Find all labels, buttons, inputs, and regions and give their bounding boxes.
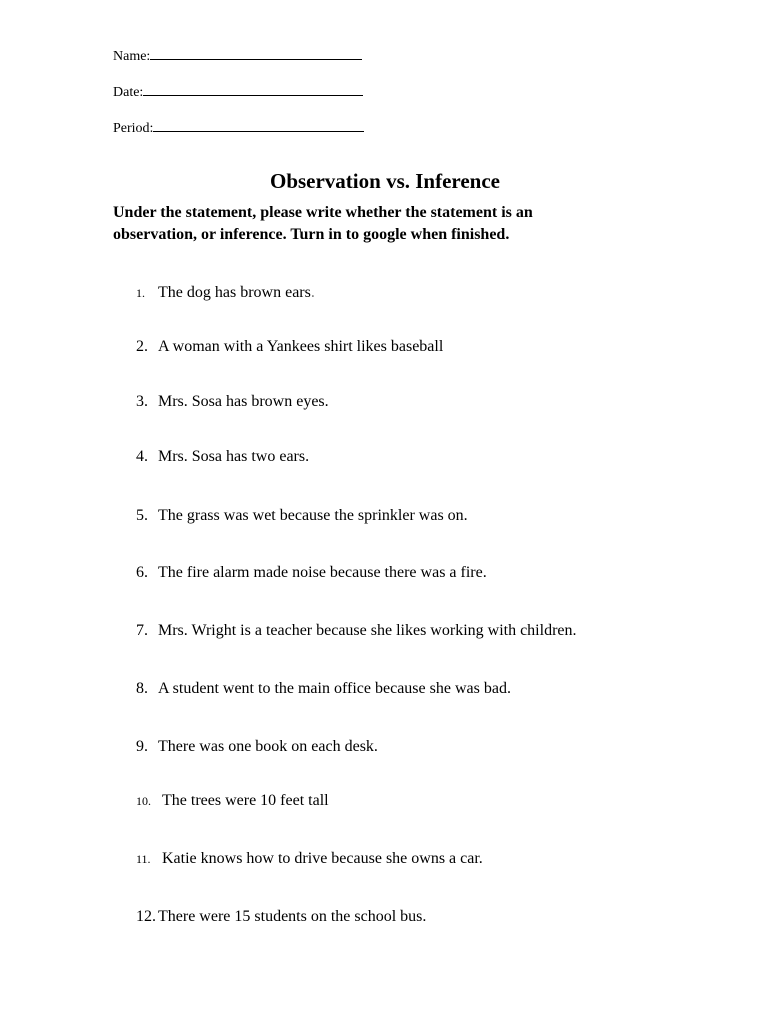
list-item xyxy=(136,337,443,357)
list-item xyxy=(136,563,487,583)
item-number: 2. xyxy=(136,338,148,355)
item-number: 1. xyxy=(136,286,145,300)
item-number: 5. xyxy=(136,507,148,524)
period-field[interactable] xyxy=(113,119,364,137)
list-item xyxy=(136,506,468,526)
date-blank-line[interactable] xyxy=(143,83,363,96)
item-text: The grass was wet because the sprinkler was on. xyxy=(158,507,468,524)
item-text: The fire alarm made noise because there was a fire. xyxy=(158,564,487,581)
name-field[interactable] xyxy=(113,47,362,65)
name-blank-line[interactable] xyxy=(150,47,362,60)
item-text: Mrs. Sosa has brown eyes. xyxy=(158,393,329,410)
list-item xyxy=(136,447,309,467)
list-item xyxy=(136,849,483,869)
item-number: 9. xyxy=(136,738,148,755)
item-text: There were 15 students on the school bus. xyxy=(158,908,427,925)
item-text: The dog has brown ears xyxy=(158,284,311,301)
item-number: 11. xyxy=(136,852,151,866)
list-item xyxy=(136,283,315,303)
name-label: Name: xyxy=(113,49,151,64)
date-label: Date: xyxy=(113,85,144,100)
item-text: Mrs. Sosa has two ears. xyxy=(158,448,310,465)
period-label: Period: xyxy=(113,121,154,136)
list-item xyxy=(136,621,577,641)
list-item xyxy=(136,679,511,699)
item-number: 7. xyxy=(136,622,148,639)
date-field[interactable] xyxy=(113,83,363,101)
list-item xyxy=(136,907,426,927)
instructions: Under the statement, please write whether the statement is an observation, or inference. Turn in to google when finished. xyxy=(113,204,533,243)
page-title: Observation vs. Inference xyxy=(269,169,500,193)
item-number: 8. xyxy=(136,680,148,697)
item-text: A woman with a Yankees shirt likes baseball xyxy=(158,338,444,355)
item-text: Mrs. Wright is a teacher because she likes working with children. xyxy=(158,622,577,639)
item-text: A student went to the main office because she was bad. xyxy=(158,680,511,697)
item-text: There was one book on each desk. xyxy=(158,738,378,755)
item-number: 6. xyxy=(136,564,148,581)
item-text: The trees were 10 feet tall xyxy=(162,792,329,809)
list-item xyxy=(136,392,329,412)
item-number: 12. xyxy=(136,908,156,925)
item-number: 3. xyxy=(136,393,148,410)
item-number: 4. xyxy=(136,448,148,465)
list-item xyxy=(136,737,378,757)
item-text: Katie knows how to drive because she owns a car. xyxy=(162,850,483,867)
list-item xyxy=(136,791,329,811)
item-number: 10. xyxy=(136,794,151,808)
item-trailing: . xyxy=(310,284,315,301)
period-blank-line[interactable] xyxy=(153,119,364,132)
